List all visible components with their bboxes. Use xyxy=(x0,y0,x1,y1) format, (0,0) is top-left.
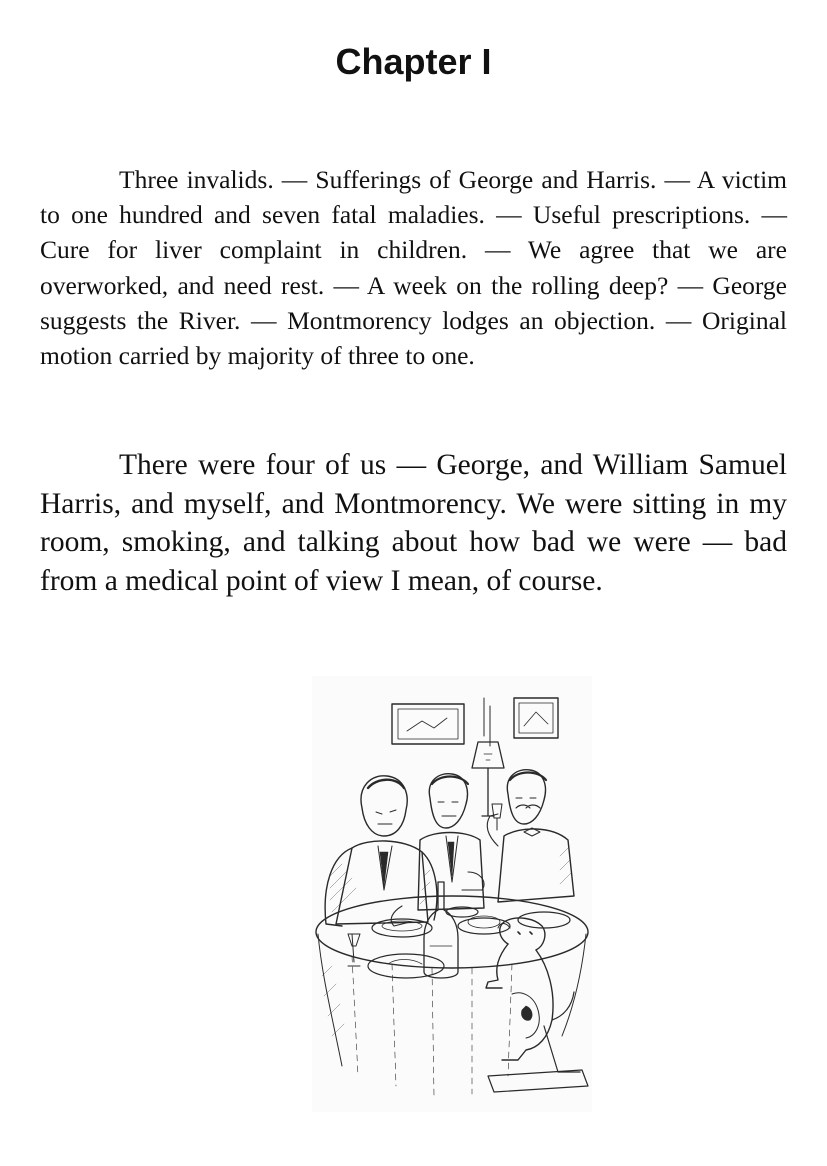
lamp xyxy=(472,742,504,816)
chapter-synopsis: Three invalids. — Sufferings of George and Harris. — A victim to one hundred and seven fatal maladies. — Useful prescriptions. — Cure for liver complaint in children. — We agree that we are overworked, and need rest. — A week on the rolling deep? — George suggests the River. — Montmorency lodges an objection. — Original motion carried by majority of three to one. xyxy=(40,165,787,371)
picture-frame-right xyxy=(514,698,558,738)
man-right xyxy=(487,770,574,902)
man-middle xyxy=(418,774,484,910)
chapter-title: Chapter I xyxy=(335,41,492,82)
dinner-table-illustration xyxy=(312,676,592,1112)
dining-table xyxy=(316,896,588,1096)
sketch-drawing xyxy=(312,676,592,1112)
picture-frame-left xyxy=(392,704,464,744)
wall-lines xyxy=(484,698,490,746)
sketch-shading xyxy=(322,848,572,1036)
body-paragraph: There were four of us — George, and William Samuel Harris, and myself, and Montmorency. We were sitting in my room, smoking, and talking about how bad we were — bad from a medical point of view I mean, of course. xyxy=(40,449,787,597)
